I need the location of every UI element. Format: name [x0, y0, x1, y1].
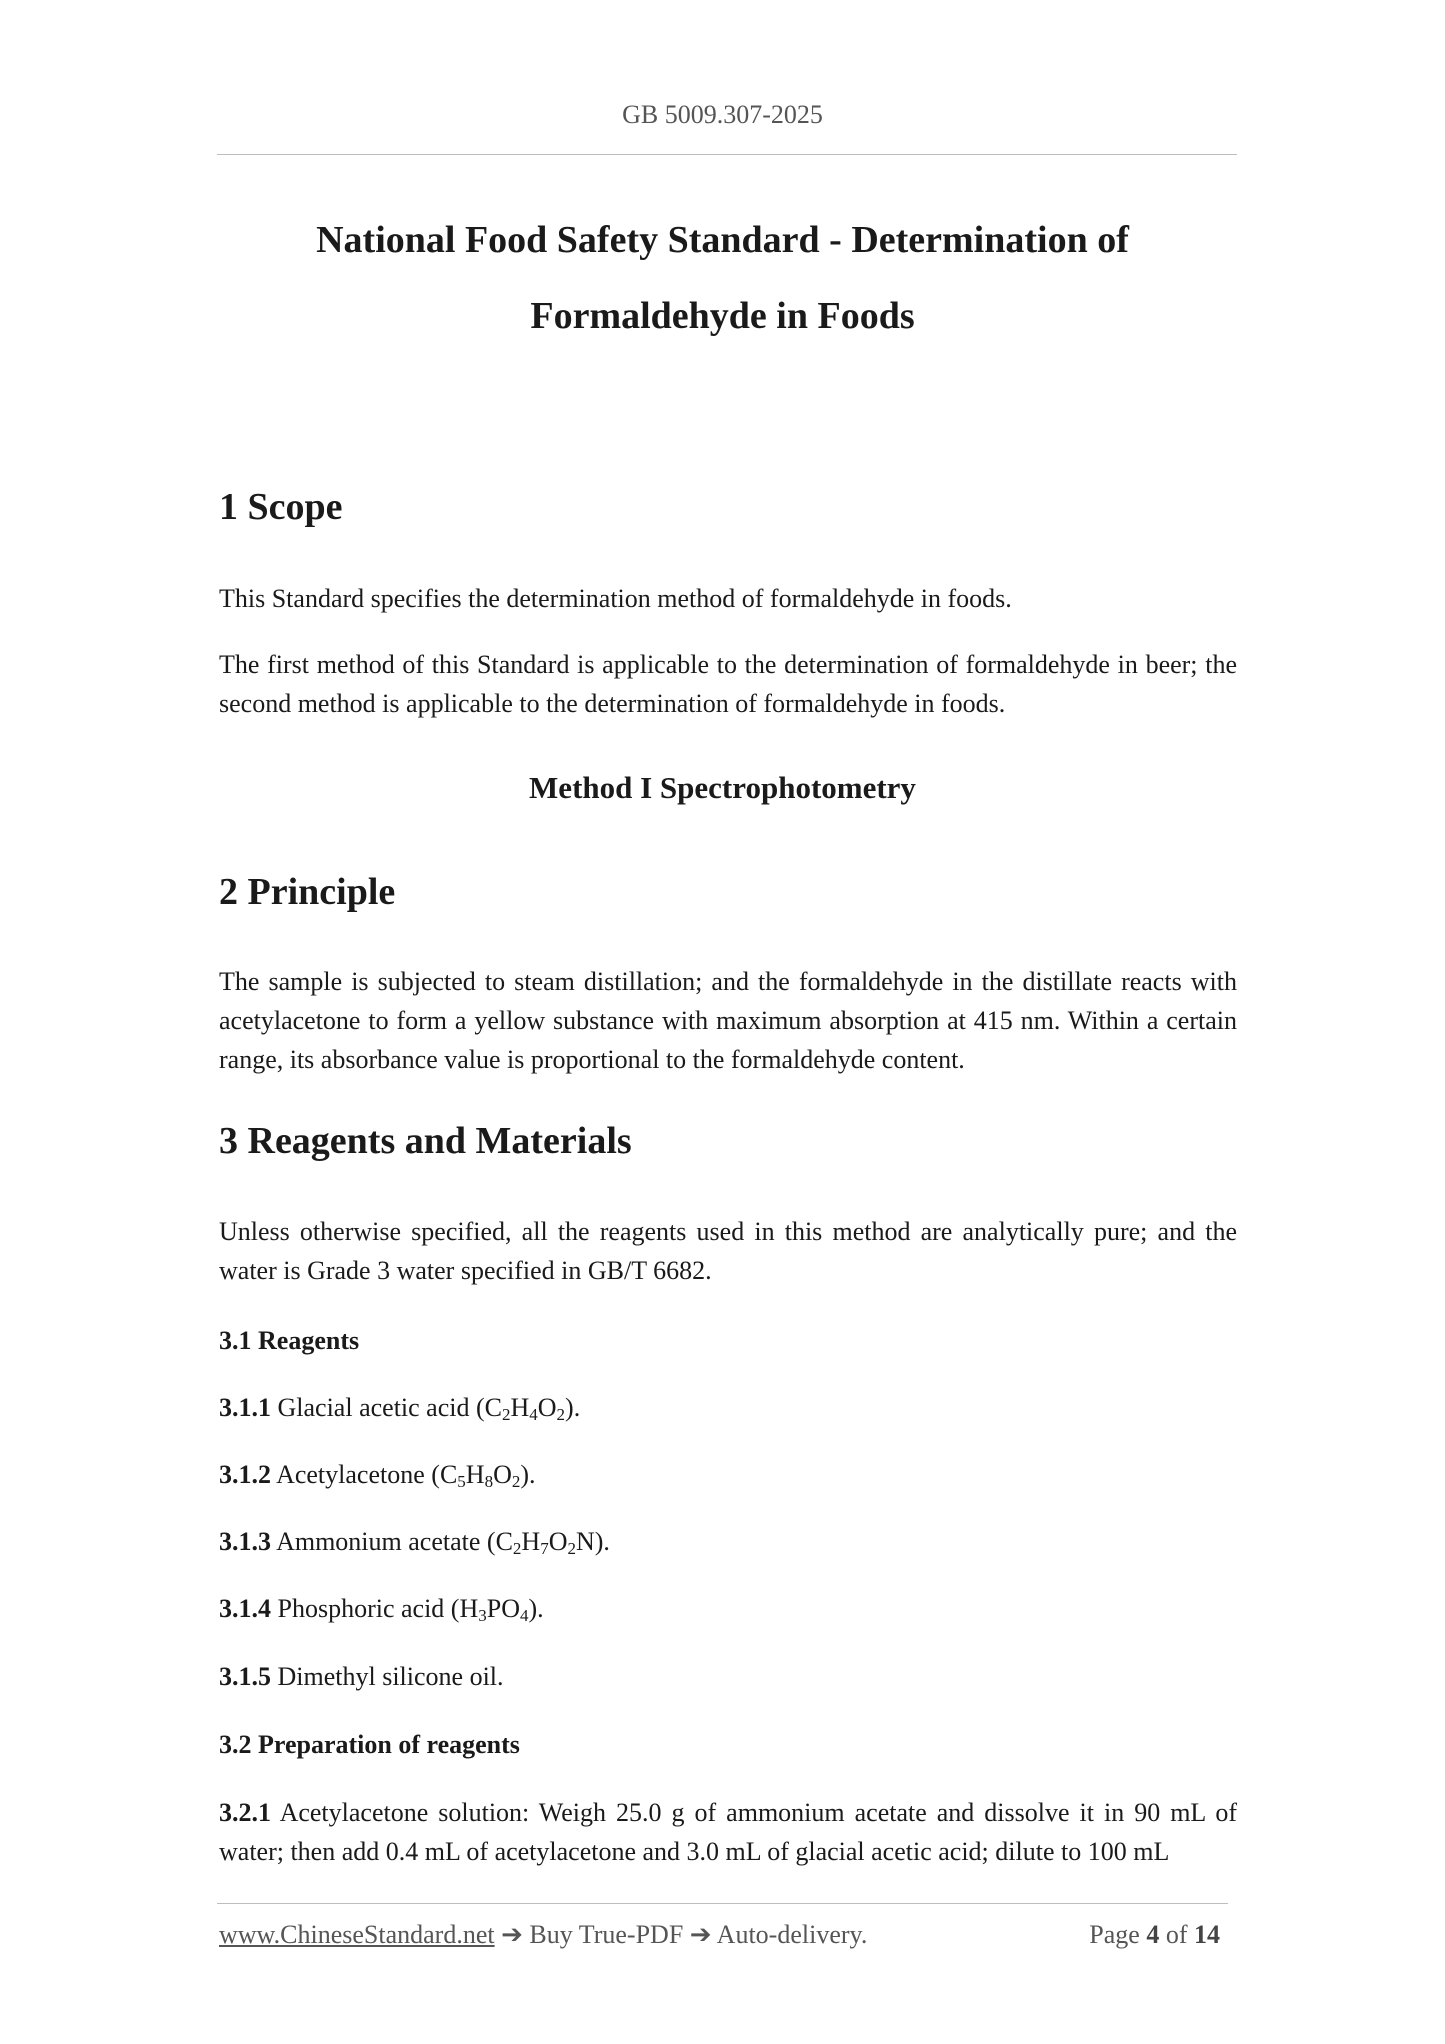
formula-subscript: 7: [540, 1539, 549, 1558]
document-title-line1: National Food Safety Standard - Determination of: [316, 219, 1129, 261]
method-title: Method I Spectrophotometry: [529, 770, 916, 805]
scope-paragraph-1: [219, 579, 1237, 618]
preparation-text: Acetylacetone solution: Weigh 25.0 g of ammonium acetate and dissolve it in 90 mL of water; then add 0.4 mL of acetylacetone and 3.0 mL of glacial acetic acid; dilute to 100 mL: [219, 1798, 1237, 1866]
subsection-heading-preparation: 3.2 Preparation of reagents: [219, 1730, 520, 1759]
reagent-closing: ).: [528, 1594, 544, 1623]
reagent-name: Dimethyl silicone oil.: [277, 1662, 504, 1691]
formula-subscript: 3: [478, 1606, 487, 1625]
section-heading-principle: 2 Principle: [219, 871, 396, 913]
chemical-formula: [485, 1393, 565, 1422]
formula-element: H: [465, 1460, 485, 1489]
formula-element: C: [495, 1527, 513, 1556]
reagent-number: 3.1.1: [219, 1393, 271, 1422]
reagent-closing: ).: [565, 1393, 581, 1422]
reagent-number: 3.1.3: [219, 1527, 271, 1556]
document-title: [220, 202, 1225, 354]
principle-paragraph: [219, 962, 1237, 1079]
formula-subscript: 2: [501, 1405, 511, 1424]
formula-element: O: [537, 1393, 557, 1422]
preparation-number: 3.2.1: [219, 1798, 271, 1827]
scope-text-1: This Standard specifies the determination method of formaldehyde in foods.: [219, 584, 1012, 613]
page-indicator: [1089, 1920, 1220, 1950]
formula-element: H: [521, 1527, 541, 1556]
chemical-formula: [459, 1594, 528, 1623]
subsection-heading-reagents: 3.1 Reagents: [219, 1326, 360, 1355]
reagent-name: Glacial acetic acid (: [277, 1393, 485, 1422]
buy-true-pdf-text: Buy True-PDF: [529, 1920, 684, 1949]
formula-element: H: [459, 1594, 479, 1623]
formula-element: O: [548, 1527, 568, 1556]
document-title-line2: Formaldehyde in Foods: [530, 295, 915, 337]
scope-text-2: The first method of this Standard is applicable to the determination of formaldehyde in beer; the second method is applicable to the determination of formaldehyde in foods.: [219, 650, 1237, 718]
formula-element: C: [484, 1393, 502, 1422]
section-heading-scope: 1 Scope: [219, 486, 343, 528]
principle-text: The sample is subjected to steam distillation; and the formaldehyde in the distillate reacts with acetylacetone to form a yellow substance with maximum absorption at 415 nm. Within a certain range, its absorbance value is proportional to the formaldehyde content.: [219, 967, 1237, 1074]
reagent-item: [219, 1589, 544, 1628]
chemical-formula: [496, 1527, 595, 1556]
preparation-paragraph: [219, 1793, 1237, 1871]
reagent-item: [219, 1522, 610, 1561]
formula-subscript: 2: [567, 1539, 576, 1558]
formula-element: O: [493, 1460, 512, 1489]
arrow-icon: ➔: [501, 1920, 523, 1949]
reagent-name: Ammonium acetate (: [276, 1527, 496, 1556]
formula-element: C: [439, 1460, 458, 1489]
formula-subscript: 2: [556, 1405, 566, 1424]
page-label: Page: [1089, 1920, 1140, 1949]
formula-subscript: 8: [484, 1472, 494, 1491]
website-link[interactable]: www.ChineseStandard.net: [219, 1920, 495, 1949]
reagents-intro-text: Unless otherwise specified, all the reagents used in this method are analytically pure; and the water is Grade 3 water specified in GB/T 6682.: [219, 1217, 1237, 1285]
reagent-number: 3.1.2: [219, 1460, 271, 1489]
footer-rule: [217, 1903, 1228, 1904]
auto-delivery-text: Auto-delivery.: [716, 1920, 868, 1949]
formula-element: N: [575, 1527, 595, 1556]
arrow-icon: ➔: [689, 1920, 712, 1949]
reagent-item: [219, 1657, 504, 1696]
reagent-item: [219, 1388, 580, 1427]
formula-subscript: 2: [511, 1472, 521, 1491]
header-rule: [217, 154, 1237, 155]
formula-element: H: [510, 1393, 530, 1422]
current-page-number: 4: [1146, 1920, 1160, 1949]
reagents-intro-paragraph: [219, 1212, 1237, 1290]
reagent-item: [219, 1455, 536, 1494]
reagent-number: 3.1.4: [219, 1594, 271, 1623]
footer-promo: [219, 1920, 867, 1950]
total-pages-number: 14: [1194, 1920, 1220, 1949]
standard-code-header: GB 5009.307-2025: [622, 100, 823, 129]
reagent-name: Phosphoric acid (: [277, 1594, 460, 1623]
scope-paragraph-2: [219, 645, 1237, 723]
section-heading-reagents-materials: 3 Reagents and Materials: [219, 1120, 632, 1162]
chemical-formula: [440, 1460, 520, 1489]
formula-subscript: 5: [457, 1472, 466, 1491]
reagent-name: Acetylacetone (: [276, 1460, 440, 1489]
reagent-closing: ).: [594, 1527, 610, 1556]
reagent-number: 3.1.5: [219, 1662, 271, 1691]
formula-subscript: 4: [529, 1405, 538, 1424]
page-of-label: of: [1165, 1920, 1188, 1949]
reagent-closing: ).: [520, 1460, 536, 1489]
formula-element: PO: [486, 1594, 520, 1623]
formula-subscript: 2: [512, 1539, 522, 1558]
formula-subscript: 4: [520, 1606, 529, 1625]
